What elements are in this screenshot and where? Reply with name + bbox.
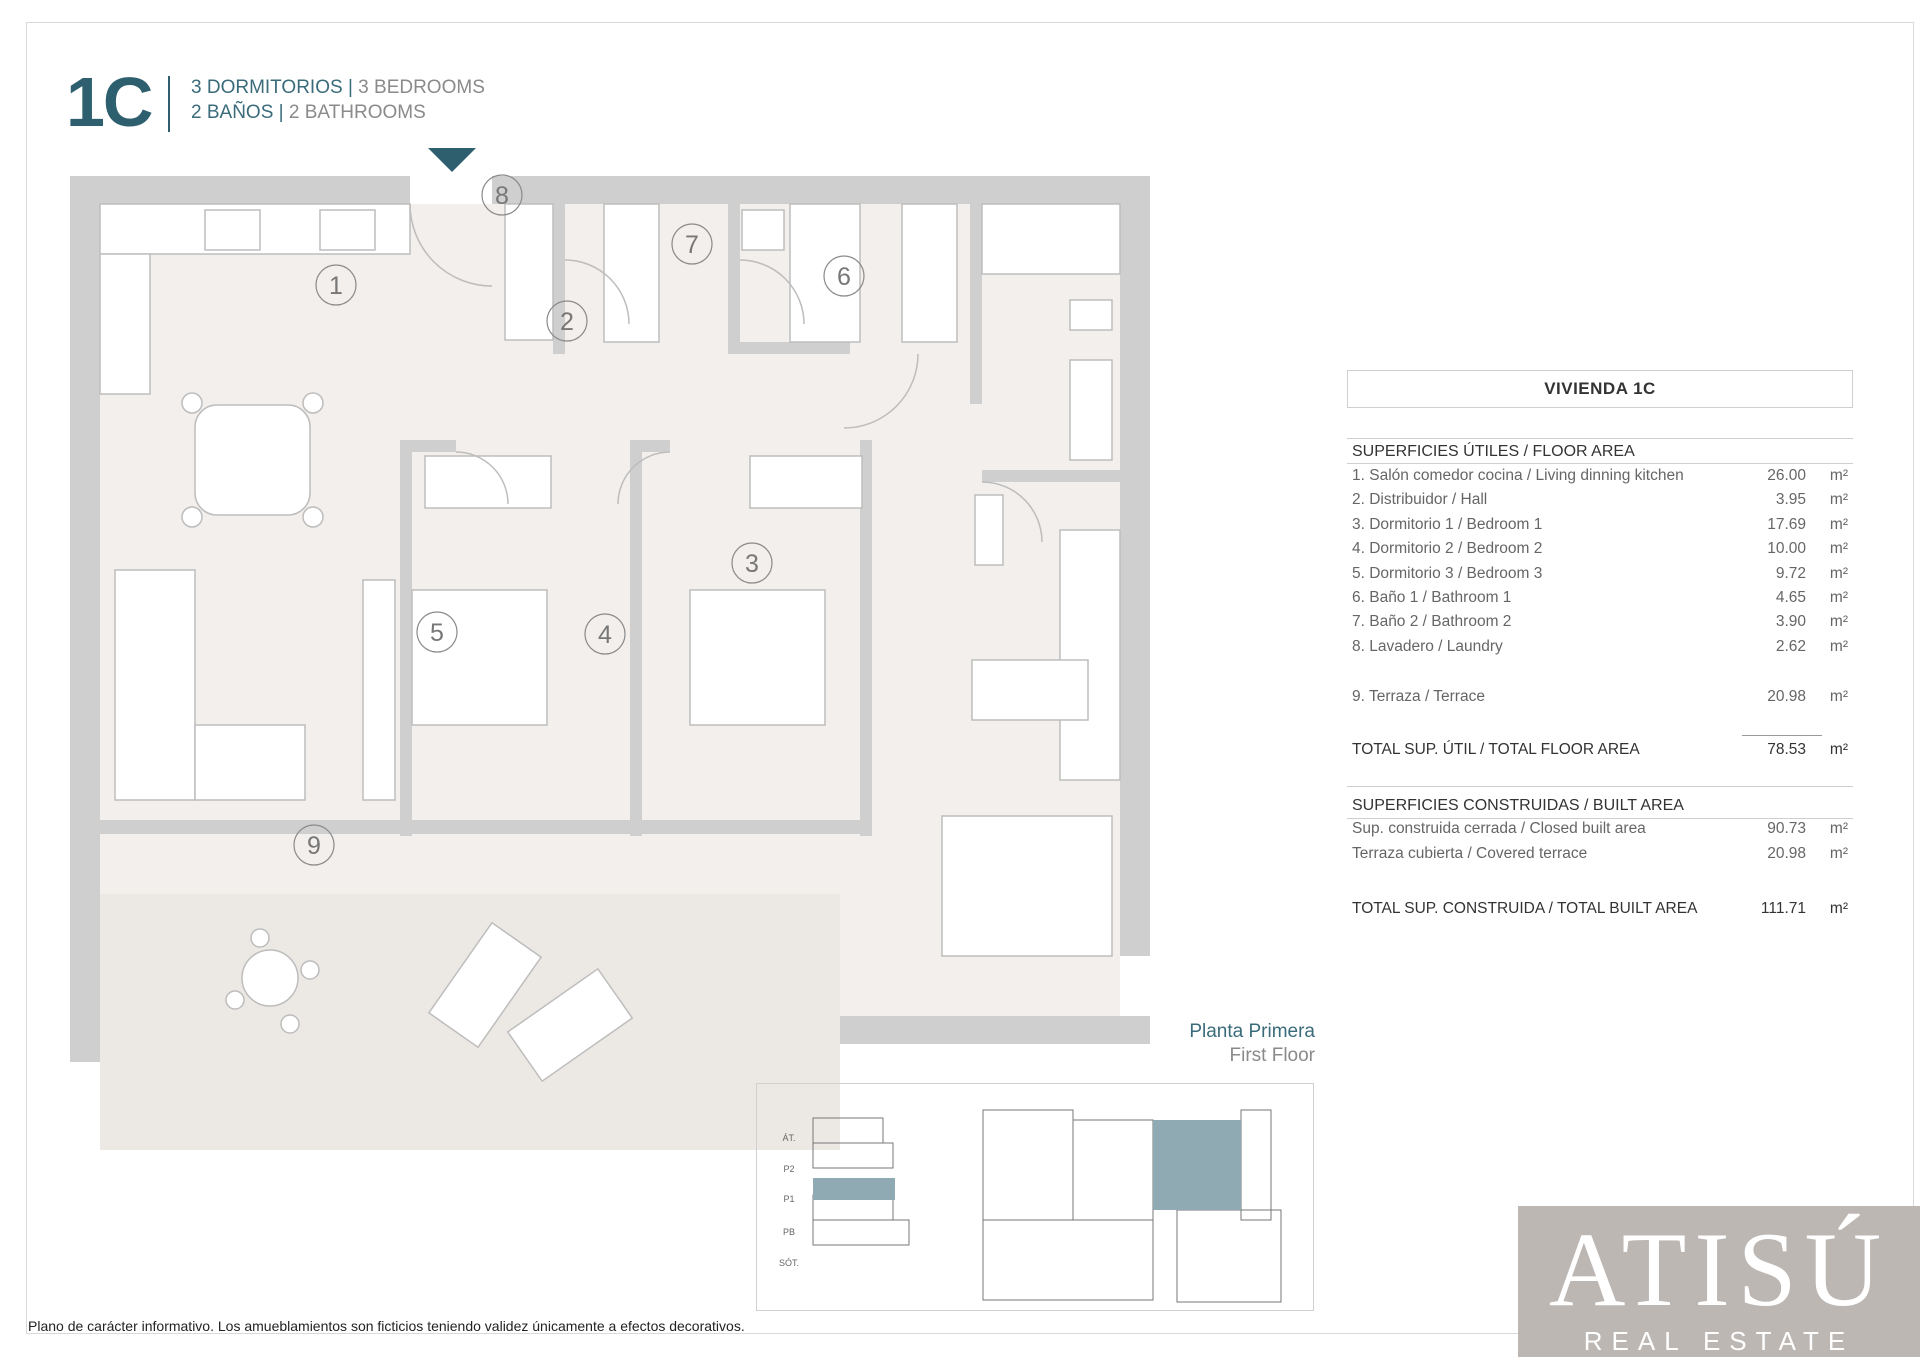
row-unit: m² [1829, 613, 1848, 631]
area-row [1352, 638, 1852, 660]
total-floor-row [1352, 741, 1852, 763]
level-label: PB [782, 1227, 796, 1237]
row-unit: m² [1829, 564, 1848, 582]
row-unit: m² [1829, 741, 1848, 758]
entrance-arrow-icon [428, 148, 476, 172]
logo-tagline: REAL ESTATE [1583, 1326, 1855, 1356]
row-value: 4.65 [1775, 589, 1806, 606]
room-number: 1 [329, 272, 343, 300]
row-value: 9.72 [1775, 564, 1806, 582]
row-unit: m² [1829, 515, 1848, 533]
row-unit: m² [1829, 540, 1848, 558]
level-label: ÁT. [782, 1133, 796, 1143]
room-number: 4 [598, 621, 612, 649]
table-divider [1347, 463, 1853, 464]
area-row [1352, 467, 1852, 489]
row-value: 111.71 [1760, 900, 1806, 917]
level-label: P1 [783, 1194, 795, 1204]
row-value: 17.69 [1767, 515, 1806, 533]
dining-table [182, 393, 323, 527]
terrace-row [1352, 688, 1852, 710]
built-area-row [1352, 820, 1852, 842]
row-label: 9. Terraza / Terrace [1352, 688, 1485, 705]
logo-brand: ATISÚ [1548, 1211, 1890, 1328]
row-value: 20.98 [1767, 688, 1806, 705]
area-row [1352, 540, 1852, 562]
row-unit: m² [1829, 467, 1848, 484]
row-unit: m² [1829, 491, 1848, 509]
bathrooms-en: 2 BATHROOMS [288, 102, 426, 123]
header-separator: | [347, 77, 353, 98]
area-row [1352, 565, 1852, 587]
row-label: 3. Dormitorio 1 / Bedroom 1 [1352, 515, 1543, 533]
room-number: 9 [307, 832, 321, 860]
bedrooms-es: 3 DORMITORIOS [191, 77, 343, 98]
level-label: P2 [783, 1164, 795, 1174]
built-area-heading: SUPERFICIES CONSTRUIDAS / BUILT AREA [1352, 797, 1684, 814]
area-row [1352, 613, 1852, 635]
row-value: 3.90 [1775, 613, 1806, 631]
room-number: 8 [495, 182, 509, 210]
row-unit: m² [1829, 820, 1848, 837]
bedrooms-en: 3 BEDROOMS [358, 77, 485, 98]
table-title: VIVIENDA 1C [1347, 370, 1853, 408]
level-label: SÓT. [778, 1258, 800, 1268]
room-number: 6 [837, 263, 851, 291]
disclaimer-footnote: Plano de carácter informativo. Los amueblamientos son ficticios teniendo validez únicamente a efectos decorativos. [28, 1318, 745, 1334]
bathrooms-es: 2 BAÑOS [191, 102, 274, 123]
room-number: 5 [430, 619, 444, 647]
selected-unit-highlight [1153, 1120, 1241, 1210]
atisu-logo [1518, 1206, 1920, 1357]
table-divider [1347, 786, 1853, 787]
row-unit: m² [1829, 637, 1848, 655]
built-area-row [1352, 845, 1852, 867]
floor-plan [60, 140, 1160, 1150]
tv-unit [363, 580, 395, 800]
unit-code: 1C [66, 63, 152, 141]
row-label: 1. Salón comedor cocina / Living dinning kitchen [1352, 467, 1684, 484]
row-unit: m² [1829, 845, 1848, 862]
row-label: Sup. construida cerrada / Closed built area [1352, 820, 1646, 837]
floor-area-heading: SUPERFICIES ÚTILES / FLOOR AREA [1352, 443, 1635, 460]
row-value: 2.62 [1775, 637, 1806, 655]
floor-label-en: First Floor [1229, 1045, 1315, 1066]
row-value: 10.00 [1767, 540, 1806, 558]
row-label: TOTAL SUP. CONSTRUIDA / TOTAL BUILT AREA [1352, 900, 1698, 917]
row-label: 5. Dormitorio 3 / Bedroom 3 [1352, 564, 1543, 582]
row-unit: m² [1829, 900, 1848, 917]
floor-label-es: Planta Primera [1189, 1021, 1315, 1042]
row-value: 26.00 [1767, 467, 1806, 484]
row-label: 8. Lavadero / Laundry [1352, 637, 1503, 655]
room-number: 2 [560, 308, 574, 336]
row-unit: m² [1829, 688, 1848, 705]
row-unit: m² [1829, 589, 1848, 606]
row-label: 4. Dormitorio 2 / Bedroom 2 [1352, 540, 1543, 558]
level-labels [779, 1133, 799, 1268]
selected-floor-section [813, 1178, 895, 1200]
room-number: 7 [685, 231, 699, 259]
table-divider [1347, 438, 1853, 439]
row-value: 90.73 [1767, 820, 1806, 837]
row-label: TOTAL SUP. ÚTIL / TOTAL FLOOR AREA [1352, 741, 1640, 758]
row-label: 7. Baño 2 / Bathroom 2 [1352, 613, 1512, 631]
table-divider [1347, 818, 1853, 819]
total-rule [1742, 735, 1822, 736]
bedrooms-line [191, 77, 485, 99]
key-plan-drawing [757, 1084, 1313, 1310]
room-number: 3 [745, 550, 759, 578]
row-label: Terraza cubierta / Covered terrace [1352, 845, 1588, 862]
header-divider [168, 76, 170, 132]
row-label: 6. Baño 1 / Bathroom 1 [1352, 589, 1512, 606]
row-label: 2. Distribuidor / Hall [1352, 491, 1488, 509]
area-row [1352, 491, 1852, 513]
row-value: 3.95 [1775, 491, 1806, 509]
header-separator: | [278, 102, 284, 123]
area-row [1352, 589, 1852, 611]
total-built-row [1352, 900, 1852, 922]
row-value: 78.53 [1767, 741, 1806, 758]
area-row [1352, 516, 1852, 538]
bathrooms-line [191, 102, 426, 124]
row-value: 20.98 [1767, 845, 1806, 862]
key-plan [756, 1083, 1314, 1311]
